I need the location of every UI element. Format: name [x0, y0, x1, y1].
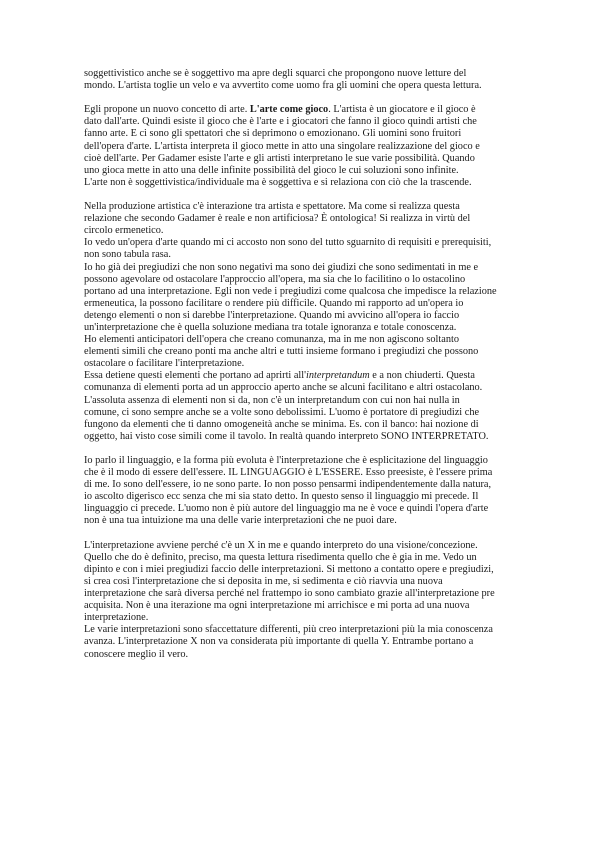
text-line: un'interpretazione che è quella soluzione mediana tra totale ignoranza e totale conoscenza.	[84, 321, 457, 333]
text-line: comune, ci sono sempre anche se a volte sono debolissimi. L'uomo è portatore di pregiudizi che	[84, 406, 480, 418]
text-line: relazione che secondo Gadamer è reale e non artificiosa? È ontologica! Si realizza in virtù del	[84, 213, 471, 225]
text-run: Essa detiene questi elementi che portano ad aprirti all'	[84, 370, 307, 382]
text-line: di me. Io sono dell'essere, io ne sono parte. Io non posso pensarmi indipendentemente dalla natura,	[84, 479, 492, 491]
text-line: possono agevolare od ostacolare l'approccio all'opera, ma sia che lo facilitino o lo ostacolino	[84, 273, 466, 285]
text-line: io ascolto digerisco ecc senza che mi sia stato detto. In questo senso il linguaggio mi precede. Il	[84, 491, 479, 503]
text-line: uno gioca mette in atto una delle infinite possibilità del gioco le cui soluzioni sono infinite.	[84, 164, 459, 176]
text-line: Quello che do è definito, preciso, ma questa lettura risedimenta quello che è gia in me. Vedo un	[84, 551, 477, 563]
text-line: soggettivistico anche se è soggettivo ma apre degli squarci che propongono nuove letture del	[84, 68, 467, 79]
text-line: fungono da elementi che ti danno omogeneità anche se minima. Es. con il banco: hai nozione di	[84, 418, 479, 430]
text-line: dell'opera d'arte. L'artista interpreta il gioco mette in atto una singolare realizzazione del gioco e	[84, 140, 480, 152]
text-line: Ho elementi anticipatori dell'opera che creano comunanza, ma in me non agiscono soltanto	[84, 334, 459, 346]
text-line: non sono tabula rasa.	[84, 249, 171, 261]
text-line: detengo elementi o non si darebbe l'interpretazione. Quando mi avvicino all'opera io faccio	[84, 309, 460, 321]
text-line: comunanza di elementi porta ad un approccio aperto anche se alcuni facilitano e altri ostacolano.	[84, 382, 483, 394]
text-line	[84, 370, 516, 382]
text-line: L'assoluta assenza di elementi non si da, non c'è un interpretandum con cui non hai nulla in	[84, 394, 460, 406]
bold-phrase: L'arte come gioco	[249, 104, 329, 116]
text-line: linguaggio ci precede. L'uomo non è più autore del linguaggio ma ne è voce e quindi l'opera d'arte	[84, 503, 489, 515]
paragraph-3	[84, 201, 516, 443]
text-line: L'arte non è soggettivistica/individuale ma è soggettiva e si relaziona con ciò che la trascende.	[84, 176, 472, 188]
text-line: L'interpretazione avviene perché c'è un X in me e quando interpreto do una visione/concezione.	[84, 539, 478, 551]
text-line: Io vedo un'opera d'arte quando mi ci accosto non sono del tutto sguarnito di requisiti e prerequisiti,	[84, 237, 492, 249]
text-line: che è il modo di essere dell'essere. IL LINGUAGGIO è L'ESSERE. Esso preesiste, è l'essere prima	[84, 467, 493, 479]
paragraph-2	[84, 104, 516, 189]
text-line: si crea così l'interpretazione che si deposita in me, si sedimenta e ciò riavvia una nuova	[84, 575, 443, 587]
italic-word: interpretandum	[306, 370, 370, 382]
text-line: interpretazione.	[84, 612, 149, 624]
text-line: fanno arte. E ci sono gli spettatori che si deprimono o emozionano. Gli uomini sono fruitori	[84, 128, 462, 140]
text-line: avanza. L'interpretazione X non va considerata più importante di quella Y. Entrambe portano a	[84, 636, 474, 648]
paragraph-5	[84, 540, 516, 661]
text-line: circolo ermenetico.	[84, 225, 164, 237]
paragraph-4	[84, 455, 516, 528]
text-line: elementi simili che creano ponti ma anche altri e tutti insieme formano i pregiudizi che possono	[84, 346, 479, 358]
text-line: interpretazione che sarà diversa perché nel frattempo io sono cambiato grazie all'interpretazione pre	[84, 588, 495, 600]
text-run: . L'artista è un giocatore e il gioco è	[328, 104, 476, 116]
text-run: e a non chiuderti. Questa	[369, 370, 475, 382]
text-line: Io ho già dei pregiudizi che non sono negativi ma sono dei giudizi che sono sedimentati in me e	[84, 261, 479, 273]
text-run: Egli propone un nuovo concetto di arte.	[84, 104, 250, 116]
text-line: conoscere meglio il vero.	[84, 648, 189, 660]
text-line: portano ad una interpretazione. Egli non vede i pregiudizi come qualcosa che impedisce la relazione	[84, 285, 497, 297]
text-line: dato dall'arte. Quindi esiste il gioco che è l'arte e i giocatori che fanno il gioco quindi artisti che	[84, 116, 477, 128]
text-line: Le varie interpretazioni sono sfaccettature differenti, più creo interpretazioni più la mia conoscenza	[84, 624, 493, 636]
text-line: acquisita. Non è una iterazione ma ogni interpretazione mi arrichisce e mi porta ad una nuova	[84, 600, 470, 612]
paragraph-1	[84, 68, 516, 92]
text-line: Nella produzione artistica c'è interazione tra artista e spettatore. Ma come si realizza questa	[84, 201, 460, 213]
text-line	[84, 104, 516, 116]
text-line: dipinto e con i miei pregiudizi faccio delle interpretazioni. Si mettono a contatto opere e pregiudizi,	[84, 563, 494, 575]
text-line: Io parlo il linguaggio, e la forma più evoluta è l'interpretazione che è esplicitazione del linguaggio	[84, 455, 488, 466]
text-line: ermeneutica, la possono facilitare o rendere più difficile. Quando mi rapporto ad un'opera io	[84, 297, 464, 309]
text-line: non è una tua intuizione ma una delle varie interpretazioni che ne puoi dare.	[84, 515, 397, 527]
document-page	[84, 68, 516, 661]
text-line: ostacolare o facilitare l'interpretazione.	[84, 358, 245, 370]
text-line: oggetto, hai visto cose simili come il tavolo. In realtà quando interpreto SONO INTERPRETATO.	[84, 430, 489, 442]
text-line: cioè dell'arte. Per Gadamer esiste l'arte e gli artisti interpretano le sue varie possibilità. Quando	[84, 152, 475, 164]
text-line: mondo. L'artista toglie un velo e va avvertito come uomo fra gli uomini che opera questa lettura.	[84, 80, 482, 92]
